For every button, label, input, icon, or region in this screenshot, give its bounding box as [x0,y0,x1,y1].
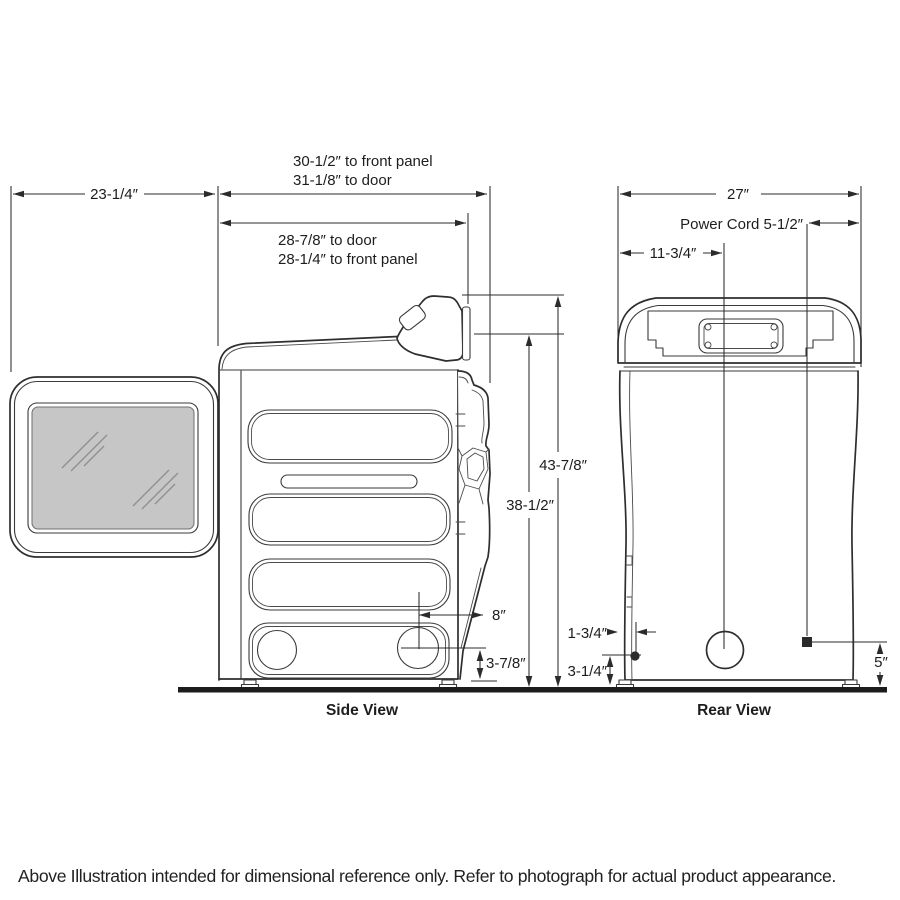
dim-label: 27″ [727,186,749,203]
dim-label: 1-3/4″ [567,625,607,642]
dim-label: 28-7/8″ to door [278,232,377,249]
dim-label: Power Cord 5-1/2″ [680,216,803,233]
power-cord-marker [802,637,812,647]
door-glass [28,403,198,533]
inlet-marker-dot [630,651,639,660]
rear-console-hood [618,298,861,367]
handle-slot [281,475,417,488]
rear-view-drawing [617,298,862,688]
rear-view-label: Rear View [697,702,771,719]
side-view-label: Side View [325,702,399,719]
dim-label: 38-1/2″ [506,497,554,514]
dim-depth-to-front-panel-top [220,153,487,197]
dim-rear-width [620,186,859,203]
dim-label: 28-1/4″ to front panel [278,251,418,268]
rear-cabinet [617,371,860,688]
dim-vent-height [471,650,526,681]
dim-vent-setback [401,592,506,649]
control-console [397,296,470,361]
dim-label: 23-1/4″ [90,186,138,203]
side-leveling-feet [242,680,457,688]
front-door-edge-profile [456,371,490,679]
rear-leveling-feet [617,680,860,688]
bracket-notches [627,556,632,607]
dim-label: 3-1/4″ [567,663,607,680]
dryer-door-open [10,377,218,557]
dim-label: 30-1/2″ to front panel [293,153,433,170]
side-panel-recesses [248,410,452,678]
disclaimer-note: Above Illustration intended for dimensional reference only. Refer to photograph for actual product appearance. [18,866,836,886]
dim-label: 11-3/4″ [649,245,697,262]
exhaust-vent-circle [707,632,744,669]
dim-power-cord [680,216,859,636]
dim-depth-to-door [220,220,466,268]
dim-label: 3-7/8″ [486,655,526,672]
dim-label: 31-1/8″ to door [293,172,392,189]
dim-inlet-offset [568,622,657,652]
vent-circle-left [258,631,297,670]
dim-label: 5″ [874,654,888,671]
side-view-drawing [10,296,490,688]
floor-line [178,687,887,693]
door-top-edge [463,307,471,360]
dim-label: 43-7/8″ [539,457,587,474]
dim-door-open-depth [13,186,215,203]
side-cabinet [219,296,490,688]
dim-label: 8″ [492,607,506,624]
